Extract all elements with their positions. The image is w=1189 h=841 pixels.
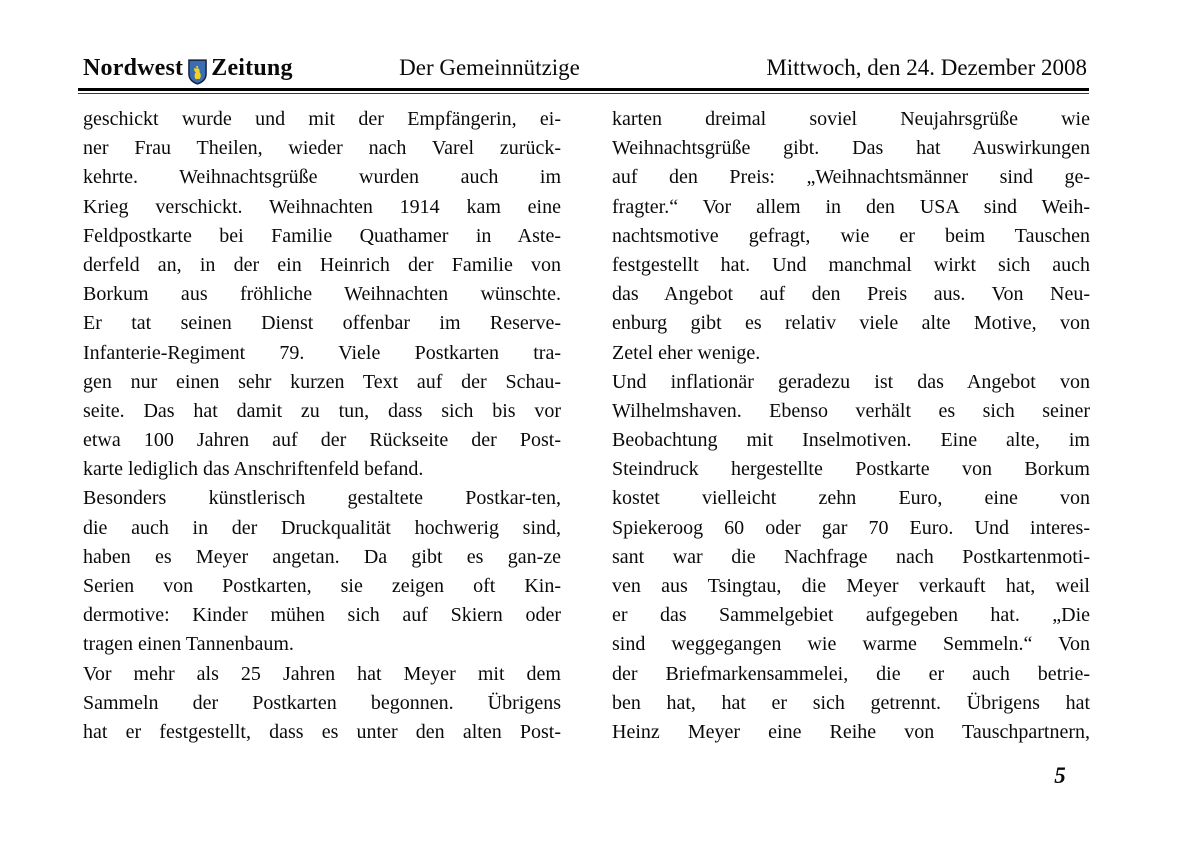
article-column-right <box>612 105 1090 747</box>
section-title: Der Gemeinnützige <box>399 55 580 80</box>
text-line: Infanterie-Regiment 79. Viele Postkarten tra- <box>83 341 561 364</box>
text-line: der Briefmarkensammelei, die er auch betrie- <box>612 662 1090 685</box>
header-rule-thin <box>78 93 1089 94</box>
page-number: 5 <box>1054 763 1066 788</box>
text-line: nachtsmotive gefragt, wie er beim Tauschen <box>612 224 1090 247</box>
text-line: Serien von Postkarten, sie zeigen oft Kin- <box>83 575 561 597</box>
text-line: dermotive: Kinder mühen sich auf Skiern oder <box>83 604 561 627</box>
text-line: enburg gibt es relativ viele alte Motive, von <box>612 312 1090 335</box>
text-line: das Angebot auf den Preis aus. Von Neu- <box>612 283 1090 306</box>
brand-name-right: Zeitung <box>211 55 293 81</box>
text-line: Feldpostkarte bei Familie Quathamer in Aste- <box>83 224 561 247</box>
text-line: seite. Das hat damit zu tun, dass sich bis vor <box>83 399 561 422</box>
text-line: ven aus Tsingtau, die Meyer verkauft hat, weil <box>612 575 1090 597</box>
brand-name-left: Nordwest <box>83 55 184 81</box>
text-line: auf den Preis: „Weihnachtsmänner sind ge- <box>612 166 1090 189</box>
text-line: ben hat, hat er sich getrennt. Übrigens hat <box>612 691 1090 714</box>
text-line: sind weggegangen wie warme Semmeln.“ Von <box>612 633 1090 656</box>
text-line: festgestellt hat. Und manchmal wirkt sich auch <box>612 253 1090 276</box>
text-line: Spiekeroog 60 oder gar 70 Euro. Und interes- <box>612 516 1090 539</box>
text-line: Vor mehr als 25 Jahren hat Meyer mit dem <box>83 662 561 685</box>
text-line: Heinz Meyer eine Reihe von Tauschpartnern, <box>612 720 1090 743</box>
page-header <box>83 55 1087 82</box>
coat-of-arms-shield-lion-icon <box>188 59 207 85</box>
text-line: sant war die Nachfrage nach Postkartenmoti- <box>612 545 1090 568</box>
text-line: haben es Meyer angetan. Da gibt es gan-ze <box>83 545 561 568</box>
text-line: Zetel eher wenige. <box>612 341 761 364</box>
header-rule-thick <box>78 88 1089 91</box>
text-line: karte lediglich das Anschriftenfeld befand. <box>83 458 424 481</box>
text-line: Und inflationär geradezu ist das Angebot von <box>612 370 1090 393</box>
article-body <box>83 105 1090 747</box>
article-column-left <box>83 105 561 747</box>
issue-date: Mittwoch, den 24. Dezember 2008 <box>766 55 1087 80</box>
text-line: kostet vielleicht zehn Euro, eine von <box>612 487 1090 510</box>
text-line: Krieg verschickt. Weihnachten 1914 kam eine <box>83 195 561 218</box>
text-line: er das Sammelgebiet aufgegeben hat. „Die <box>612 604 1090 627</box>
newspaper-brand <box>83 55 293 82</box>
text-line: Wilhelmshaven. Ebenso verhält es sich seiner <box>612 399 1090 422</box>
text-line: Er tat seinen Dienst offenbar im Reserve- <box>83 312 561 335</box>
text-line: geschickt wurde und mit der Empfängerin, ei- <box>83 108 561 130</box>
text-line: Sammeln der Postkarten begonnen. Übrigens <box>83 691 561 714</box>
text-line: karten dreimal soviel Neujahrsgrüße wie <box>612 108 1090 130</box>
text-line: Steindruck hergestellte Postkarte von Borkum <box>612 458 1090 481</box>
text-line: derfeld an, in der ein Heinrich der Familie von <box>83 253 561 276</box>
text-line: etwa 100 Jahren auf der Rückseite der Post- <box>83 429 561 452</box>
text-line: Besonders künstlerisch gestaltete Postkar-ten, <box>83 487 561 510</box>
header-rule <box>78 88 1089 94</box>
text-line: Borkum aus fröhliche Weihnachten wünschte. <box>83 283 561 306</box>
text-line: hat er festgestellt, dass es unter den alten Post- <box>83 720 561 743</box>
text-line: tragen einen Tannenbaum. <box>83 633 294 656</box>
text-line: Beobachtung mit Inselmotiven. Eine alte, im <box>612 429 1090 452</box>
text-line: ner Frau Theilen, wieder nach Varel zurück- <box>83 137 561 160</box>
text-line: die auch in der Druckqualität hochwerig sind, <box>83 516 561 539</box>
text-line: fragter.“ Vor allem in den USA sind Weih- <box>612 195 1090 218</box>
text-line: kehrte. Weihnachtsgrüße wurden auch im <box>83 166 561 189</box>
text-line: gen nur einen sehr kurzen Text auf der Schau- <box>83 370 561 393</box>
text-line: Weihnachtsgrüße gibt. Das hat Auswirkungen <box>612 137 1090 160</box>
